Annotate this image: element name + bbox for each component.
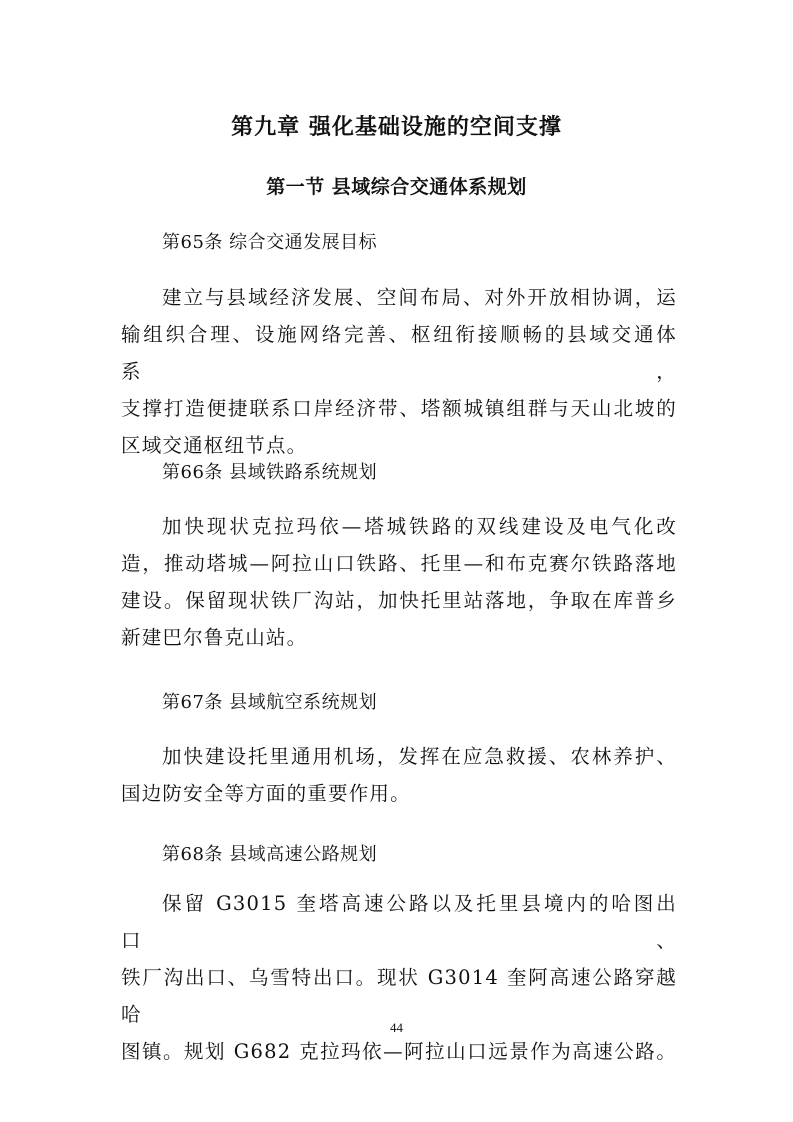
article-body-68 <box>121 885 677 1070</box>
paragraph-line: 支撑打造便捷联系口岸经济带、塔额城镇组群与天山北坡的 <box>121 397 677 420</box>
paragraph-line: 国边防安全等方面的重要作用。 <box>121 782 411 805</box>
paragraph-line: 建立与县域经济发展、空间布局、对外开放相协调，运 <box>162 286 677 309</box>
paragraph-line: 新建巴尔鲁克山站。 <box>121 626 308 649</box>
article-heading-68: 第68条 县域高速公路规划 <box>162 844 378 865</box>
paragraph-line: 铁厂沟出口、乌雪特出口。现状 G3014 奎阿高速公路穿越哈 <box>121 966 677 1026</box>
paragraph-line: 图镇。规划 G682 克拉玛依—阿拉山口远景作为高速公路。 <box>121 1040 677 1063</box>
paragraph-line: 保留 G3015 奎塔高速公路以及托里县境内的哈图出口、 <box>121 892 677 952</box>
paragraph-line: 区域交通枢纽节点。 <box>121 434 308 457</box>
paragraph-line: 加快现状克拉玛依—塔城铁路的双线建设及电气化改 <box>162 515 677 538</box>
article-body-67 <box>121 738 677 812</box>
article-body-65 <box>121 279 677 464</box>
chapter-title: 第九章 强化基础设施的空间支撑 <box>231 115 562 140</box>
article-heading-65: 第65条 综合交通发展目标 <box>162 232 378 253</box>
paragraph-line: 造，推动塔城—阿拉山口铁路、托里—和布克赛尔铁路落地 <box>121 552 677 575</box>
article-body-66 <box>121 508 677 656</box>
paragraph-line: 输组织合理、设施网络完善、枢纽衔接顺畅的县域交通体系， <box>121 323 677 383</box>
paragraph-line: 建设。保留现状铁厂沟站，加快托里站落地，争取在库普乡 <box>121 589 677 612</box>
page-number: 44 <box>390 1020 403 1035</box>
section-title: 第一节 县域综合交通体系规划 <box>266 176 527 198</box>
article-heading-67: 第67条 县域航空系统规划 <box>162 692 378 713</box>
article-heading-66: 第66条 县域铁路系统规划 <box>162 462 378 483</box>
paragraph-line: 加快建设托里通用机场，发挥在应急救援、农林养护、 <box>162 745 677 768</box>
